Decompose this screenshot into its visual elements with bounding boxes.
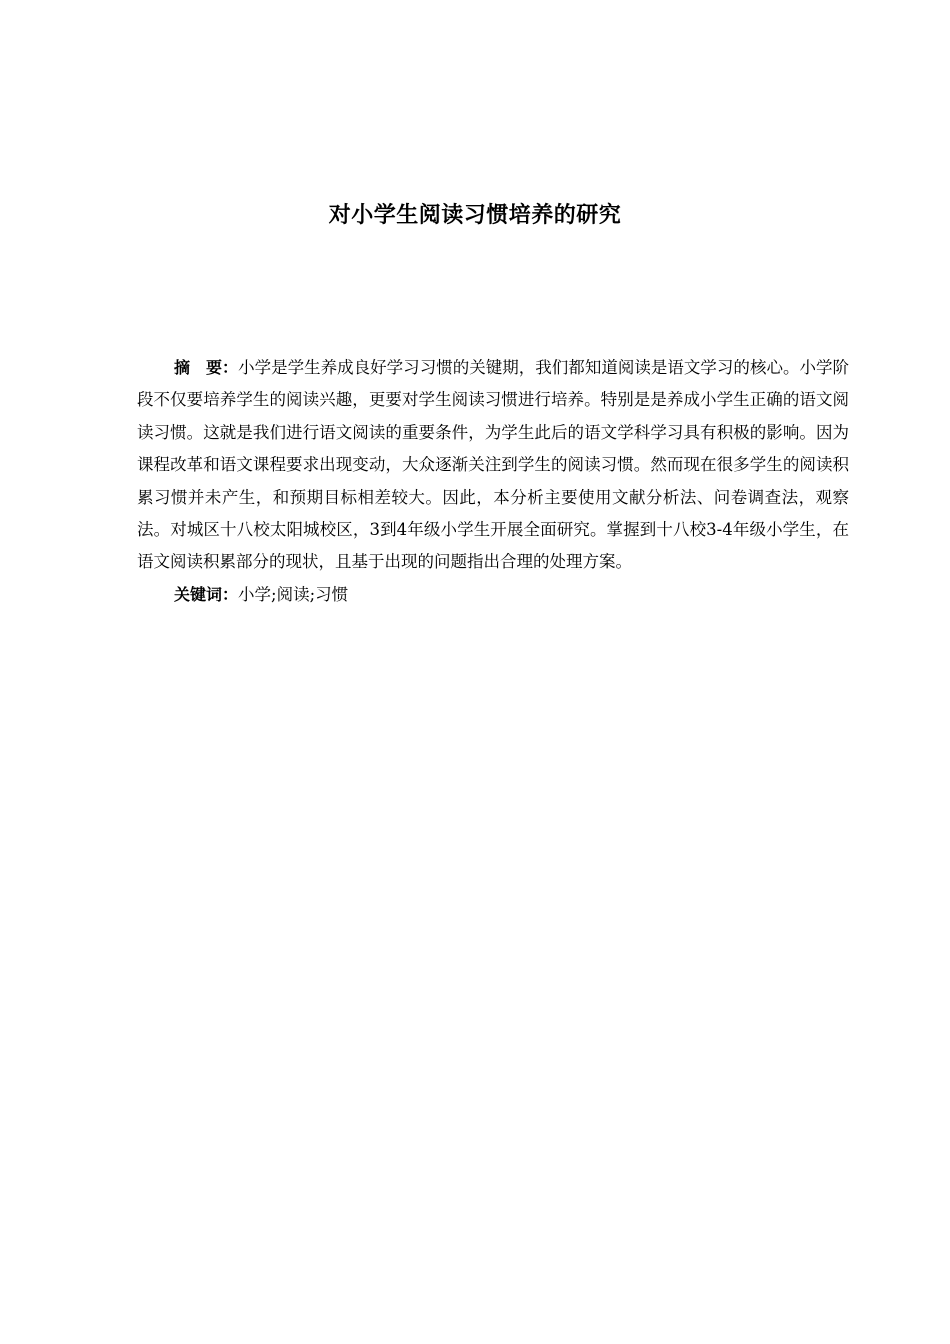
- abstract-section: [137, 352, 849, 611]
- keywords-text: 小学;阅读;习惯: [238, 584, 349, 604]
- keywords-label: 关键词：: [174, 584, 239, 604]
- abstract-paragraph: [137, 352, 849, 579]
- paper-title: 对小学生阅读习惯培养的研究: [328, 203, 622, 228]
- abstract-text: 小学是学生养成良好学习习惯的关键期，我们都知道阅读是语文学习的核心。小学阶段不仅要培养学生的阅读兴趣，更要对学生阅读习惯进行培养。特别是是养成小学生正确的语文阅读习惯。这就是我们进行语文阅读的重要条件，为学生此后的语文学科学习具有积极的影响。因为课程改革和语文课程要求出现变动，大众逐渐关注到学生的阅读习惯。然而现在很多学生的阅读积累习惯并未产生，和预期目标相差较大。因此，本分析主要使用文献分析法、问卷调查法，观察法。对城区十八校太阳城校区，3到4年级小学生开展全面研究。掌握到十八校3-4年级小学生，在语文阅读积累部分的现状，且基于出现的问题指出合理的处理方案。: [137, 358, 849, 572]
- keywords-paragraph: [137, 579, 849, 611]
- abstract-label: 摘 要：: [174, 358, 239, 377]
